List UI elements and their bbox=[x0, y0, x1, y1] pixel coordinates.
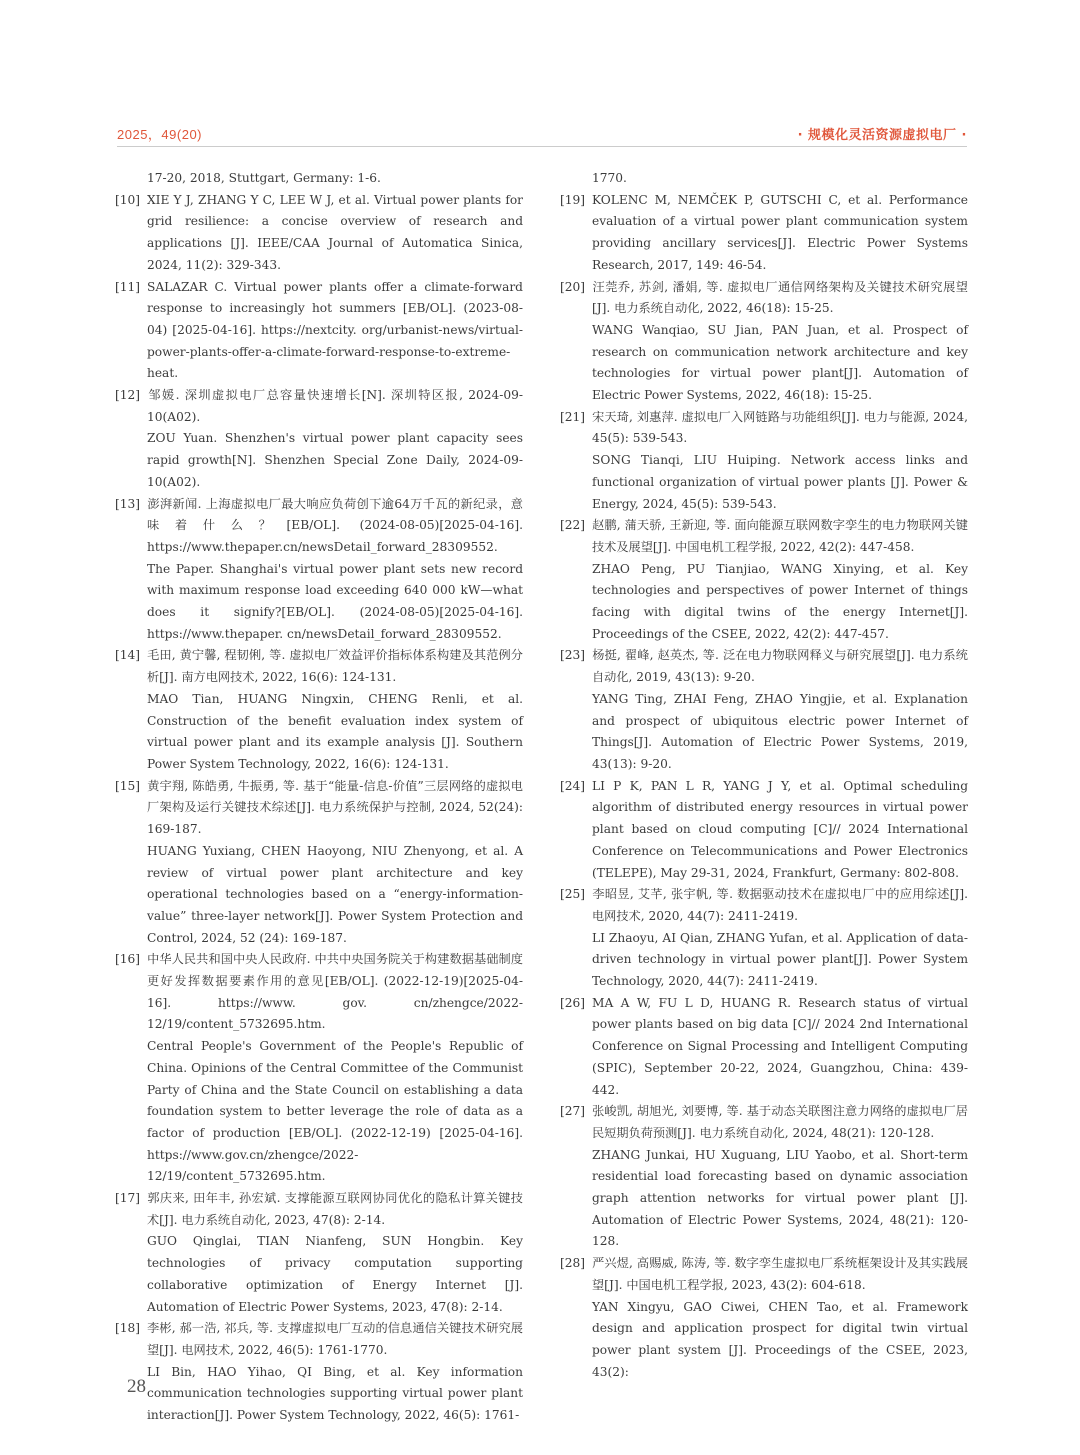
reference-entry bbox=[115, 385, 523, 428]
reference-text: 17-20, 2018, Stuttgart, Germany: 1-6. bbox=[147, 171, 381, 185]
section-title: · 规模化灵活资源虚拟电厂 · bbox=[797, 128, 967, 143]
reference-number: [13] bbox=[115, 496, 141, 511]
reference-translation bbox=[115, 1231, 523, 1318]
reference-entry bbox=[115, 949, 523, 1036]
reference-entry bbox=[115, 277, 523, 386]
reference-text: ZHANG Junkai, HU Xuguang, LIU Yaobo, et al. Short-term residential load forecasting based on dynamic association graph attention networks for virtual power plant [J]. Automation of Electric Power Systems, 2024, 48(21): 120-128. bbox=[592, 1147, 968, 1249]
reference-text: ZOU Yuan. Shenzhen's virtual power plant capacity sees rapid growth[N]. Shenzhen Special Zone Daily, 2024-09-10(A02). bbox=[147, 431, 523, 489]
reference-translation bbox=[115, 428, 523, 493]
reference-text: 李彬, 郝一浩, 祁兵, 等. 支撑虚拟电厂互动的信息通信关键技术研究展望[J]. 电网技术, 2022, 46(5): 1761-1770. bbox=[147, 1321, 523, 1357]
reference-entry bbox=[560, 515, 968, 558]
reference-translation bbox=[115, 559, 523, 646]
reference-translation bbox=[560, 320, 968, 407]
reference-text: 黄宇翔, 陈皓勇, 牛振勇, 等. 基于“能量-信息-价值”三层网络的虚拟电厂架构及运行关键技术综述[J]. 电力系统保护与控制, 2024, 52(24): 169-187. bbox=[147, 778, 523, 837]
reference-translation bbox=[560, 559, 968, 646]
left-column bbox=[115, 168, 523, 1427]
reference-number: [25] bbox=[560, 887, 586, 902]
reference-continuation bbox=[115, 168, 523, 190]
reference-number: [21] bbox=[560, 409, 586, 424]
reference-text: 邹媛. 深圳虚拟电厂总容量快速增长[N]. 深圳特区报, 2024-09-10(A02). bbox=[147, 388, 523, 424]
reference-text: 中华人民共和国中央人民政府. 中共中央国务院关于构建数据基础制度更好发挥数据要素作用的意见[EB/OL]. (2022-12-19)[2025-04-16]. https://www. gov. cn/zhengce/2022-12/19/content_5732695.htm. bbox=[147, 952, 523, 1032]
reference-text: 杨挺, 翟峰, 赵英杰, 等. 泛在电力物联网释义与研究展望[J]. 电力系统自动化, 2019, 43(13): 9-20. bbox=[592, 648, 968, 685]
reference-entry bbox=[560, 407, 968, 450]
reference-number: [16] bbox=[115, 952, 141, 967]
page-number: 28 bbox=[127, 1376, 146, 1397]
reference-continuation bbox=[560, 168, 968, 190]
reference-number: [19] bbox=[560, 192, 586, 207]
reference-number: [20] bbox=[560, 279, 586, 294]
reference-entry bbox=[560, 776, 968, 885]
reference-entry bbox=[560, 1253, 968, 1296]
reference-number: [11] bbox=[115, 279, 141, 294]
reference-entry bbox=[115, 494, 523, 559]
reference-number: [17] bbox=[115, 1191, 141, 1206]
reference-entry bbox=[560, 993, 968, 1102]
reference-text: 张峻凯, 胡旭光, 刘要博, 等. 基于动态关联图注意力网络的虚拟电厂居民短期负荷预测[J]. 电力系统自动化, 2024, 48(21): 120-128. bbox=[592, 1104, 968, 1140]
reference-number: [27] bbox=[560, 1104, 586, 1119]
reference-text: LI Bin, HAO Yihao, QI Bing, et al. Key information communication technologies supporting virtual power plant interaction[J]. Power System Technology, 2022, 46(5): 1761- bbox=[147, 1364, 523, 1423]
reference-entry bbox=[560, 277, 968, 320]
reference-text: 毛田, 黄宁馨, 程韧俐, 等. 虚拟电厂效益评价指标体系构建及其范例分析[J]. 南方电网技术, 2022, 16(6): 124-131. bbox=[147, 648, 523, 685]
reference-number: [12] bbox=[115, 388, 141, 403]
reference-text: 1770. bbox=[592, 171, 627, 185]
reference-translation bbox=[560, 450, 968, 515]
reference-entry bbox=[115, 776, 523, 841]
reference-text: SALAZAR C. Virtual power plants offer a climate-forward response to increasingly hot summers [EB/OL]. (2023-08-04) [2025-04-16]. https://nextcity. org/urbanist-news/virtual-power-plants-offer-a-climate-forward-response-to-extreme-heat. bbox=[147, 279, 523, 381]
reference-entry bbox=[560, 190, 968, 277]
reference-entry bbox=[115, 645, 523, 688]
reference-text: 汪莞乔, 苏剑, 潘娟, 等. 虚拟电厂通信网络架构及关键技术研究展望[J]. 电力系统自动化, 2022, 46(18): 15-25. bbox=[592, 279, 968, 316]
reference-translation bbox=[560, 928, 968, 993]
reference-number: [23] bbox=[560, 648, 586, 663]
reference-text: 李昭昱, 艾芊, 张宇帆, 等. 数据驱动技术在虚拟电厂中的应用综述[J]. 电网技术, 2020, 44(7): 2411-2419. bbox=[592, 887, 968, 923]
reference-number: [28] bbox=[560, 1256, 586, 1271]
reference-entry bbox=[115, 1188, 523, 1231]
reference-entry bbox=[115, 190, 523, 277]
reference-translation bbox=[115, 689, 523, 776]
reference-entry bbox=[560, 884, 968, 927]
reference-text: Central People's Government of the People's Republic of China. Opinions of the Central Committee of the Communist Party of China and the State Council on establishing a data foundation system to better leverage the role of data as a factor of production [EB/OL]. (2022-12-19) [2025-04-16]. https://www.gov.cn/zhengce/2022-12/19/content_5732695.htm. bbox=[147, 1039, 523, 1184]
reference-text: ZHAO Peng, PU Tianjiao, WANG Xinying, et al. Key technologies and perspectives of power Internet of things facing with digital twins of the energy Internet[J]. Proceedings of the CSEE, 2022, 42(2): 447-457. bbox=[592, 561, 968, 641]
reference-text: GUO Qinglai, TIAN Nianfeng, SUN Hongbin. Key technologies of privacy computation supporting collaborative optimization of Energy Internet [J]. Automation of Electric Power Systems, 2023, 47(8): 2-14. bbox=[147, 1234, 523, 1314]
reference-text: HUANG Yuxiang, CHEN Haoyong, NIU Zhenyong, et al. A review of virtual power plant architecture and key operational technologies based on a “energy-information-value” three-layer network[J]. Power System Protection and Control, 2024, 52 (24): 169-187. bbox=[147, 843, 523, 945]
reference-text: YANG Ting, ZHAI Feng, ZHAO Yingjie, et al. Explanation and prospect of ubiquitous electric power Internet of Things[J]. Automation of Electric Power Systems, 2019, 43(13): 9-20. bbox=[592, 691, 968, 771]
reference-text: 郭庆来, 田年丰, 孙宏斌. 支撑能源互联网协同优化的隐私计算关键技术[J]. 电力系统自动化, 2023, 47(8): 2-14. bbox=[147, 1191, 523, 1227]
reference-text: YAN Xingyu, GAO Ciwei, CHEN Tao, et al. Framework design and application prospect for digital twin virtual power plant system [J]. Proceedings of the CSEE, 2023, 43(2): bbox=[592, 1299, 968, 1379]
reference-translation bbox=[115, 841, 523, 950]
issue-label: 2025，49(20) bbox=[117, 127, 202, 142]
reference-text: KOLENC M, NEMČEK P, GUTSCHI C, et al. Performance evaluation of a virtual power plant communication system providing ancillary services[J]. Electric Power Systems Research, 2017, 149: 46-54. bbox=[592, 192, 968, 272]
reference-text: 严兴煜, 高赐威, 陈涛, 等. 数字孪生虚拟电厂系统框架设计及其实践展望[J]. 中国电机工程学报, 2023, 43(2): 604-618. bbox=[592, 1256, 968, 1292]
reference-translation bbox=[115, 1036, 523, 1188]
reference-text: 宋天琦, 刘惠萍. 虚拟电厂入网链路与功能组织[J]. 电力与能源, 2024, 45(5): 539-543. bbox=[592, 409, 968, 446]
reference-translation bbox=[560, 1297, 968, 1384]
reference-text: WANG Wanqiao, SU Jian, PAN Juan, et al. Prospect of research on communication network architecture and key technologies for virtual power plant[J]. Automation of Electric Power Systems, 2022, 46(18): 15-25. bbox=[592, 322, 968, 403]
reference-number: [10] bbox=[115, 192, 141, 207]
reference-entry bbox=[115, 1318, 523, 1361]
reference-text: 赵鹏, 蒲天骄, 王新迎, 等. 面向能源互联网数字孪生的电力物联网关键技术及展望[J]. 中国电机工程学报, 2022, 42(2): 447-458. bbox=[592, 518, 968, 554]
reference-text: 澎湃新闻. 上海虚拟电厂最大响应负荷创下逾64万千瓦的新纪录，意味着什么？[EB/OL]. (2024-08-05)[2025-04-16]. https://www.thepaper.cn/newsDetail_forward_28309552. bbox=[147, 496, 523, 554]
reference-number: [22] bbox=[560, 518, 586, 533]
reference-text: MAO Tian, HUANG Ningxin, CHENG Renli, et al. Construction of the benefit evaluation index system of virtual power plant and its example analysis [J]. Southern Power System Technology, 2022, 16(6): 124-131. bbox=[147, 691, 523, 771]
running-header bbox=[117, 124, 967, 147]
reference-text: LI Zhaoyu, AI Qian, ZHANG Yufan, et al. Application of data-driven technology in virtual power plant[J]. Power System Technology, 2020, 44(7): 2411-2419. bbox=[592, 930, 968, 989]
reference-text: MA A W, FU L D, HUANG R. Research status of virtual power plants based on big data [C]// 2024 2nd International Conference on Signal Processing and Intelligent Computing (SPIC), September 20-22, 2024, Guangzhou, China: 439-442. bbox=[592, 995, 968, 1097]
reference-entry bbox=[560, 645, 968, 688]
reference-number: [26] bbox=[560, 995, 586, 1010]
reference-translation bbox=[115, 1362, 523, 1427]
reference-number: [15] bbox=[115, 778, 141, 793]
reference-text: The Paper. Shanghai's virtual power plant sets new record with maximum response load exceeding 640 000 kW—what does it signify?[EB/OL]. (2024-08-05)[2025-04-16]. https://www.thepaper. cn/newsDetail_forward_28309552. bbox=[147, 561, 523, 641]
reference-translation bbox=[560, 689, 968, 776]
reference-entry bbox=[560, 1101, 968, 1144]
right-column bbox=[560, 168, 968, 1383]
reference-text: LI P K, PAN L R, YANG J Y, et al. Optimal scheduling algorithm of distributed energy resources in virtual power plant based on cloud computing [C]// 2024 International Conference on Telecommunications and Power Electronics (TELEPE), May 29-31, 2024, Frankfurt, Germany: 802-808. bbox=[592, 778, 968, 880]
reference-number: [14] bbox=[115, 648, 141, 663]
reference-text: XIE Y J, ZHANG Y C, LEE W J, et al. Virtual power plants for grid resilience: a concise overview of research and applications [J]. IEEE/CAA Journal of Automatica Sinica, 2024, 11(2): 329-343. bbox=[147, 192, 523, 272]
reference-translation bbox=[560, 1145, 968, 1254]
reference-number: [18] bbox=[115, 1321, 141, 1336]
reference-number: [24] bbox=[560, 778, 586, 793]
reference-text: SONG Tianqi, LIU Huiping. Network access links and functional organization of virtual power plants [J]. Power & Energy, 2024, 45(5): 539-543. bbox=[592, 453, 968, 511]
